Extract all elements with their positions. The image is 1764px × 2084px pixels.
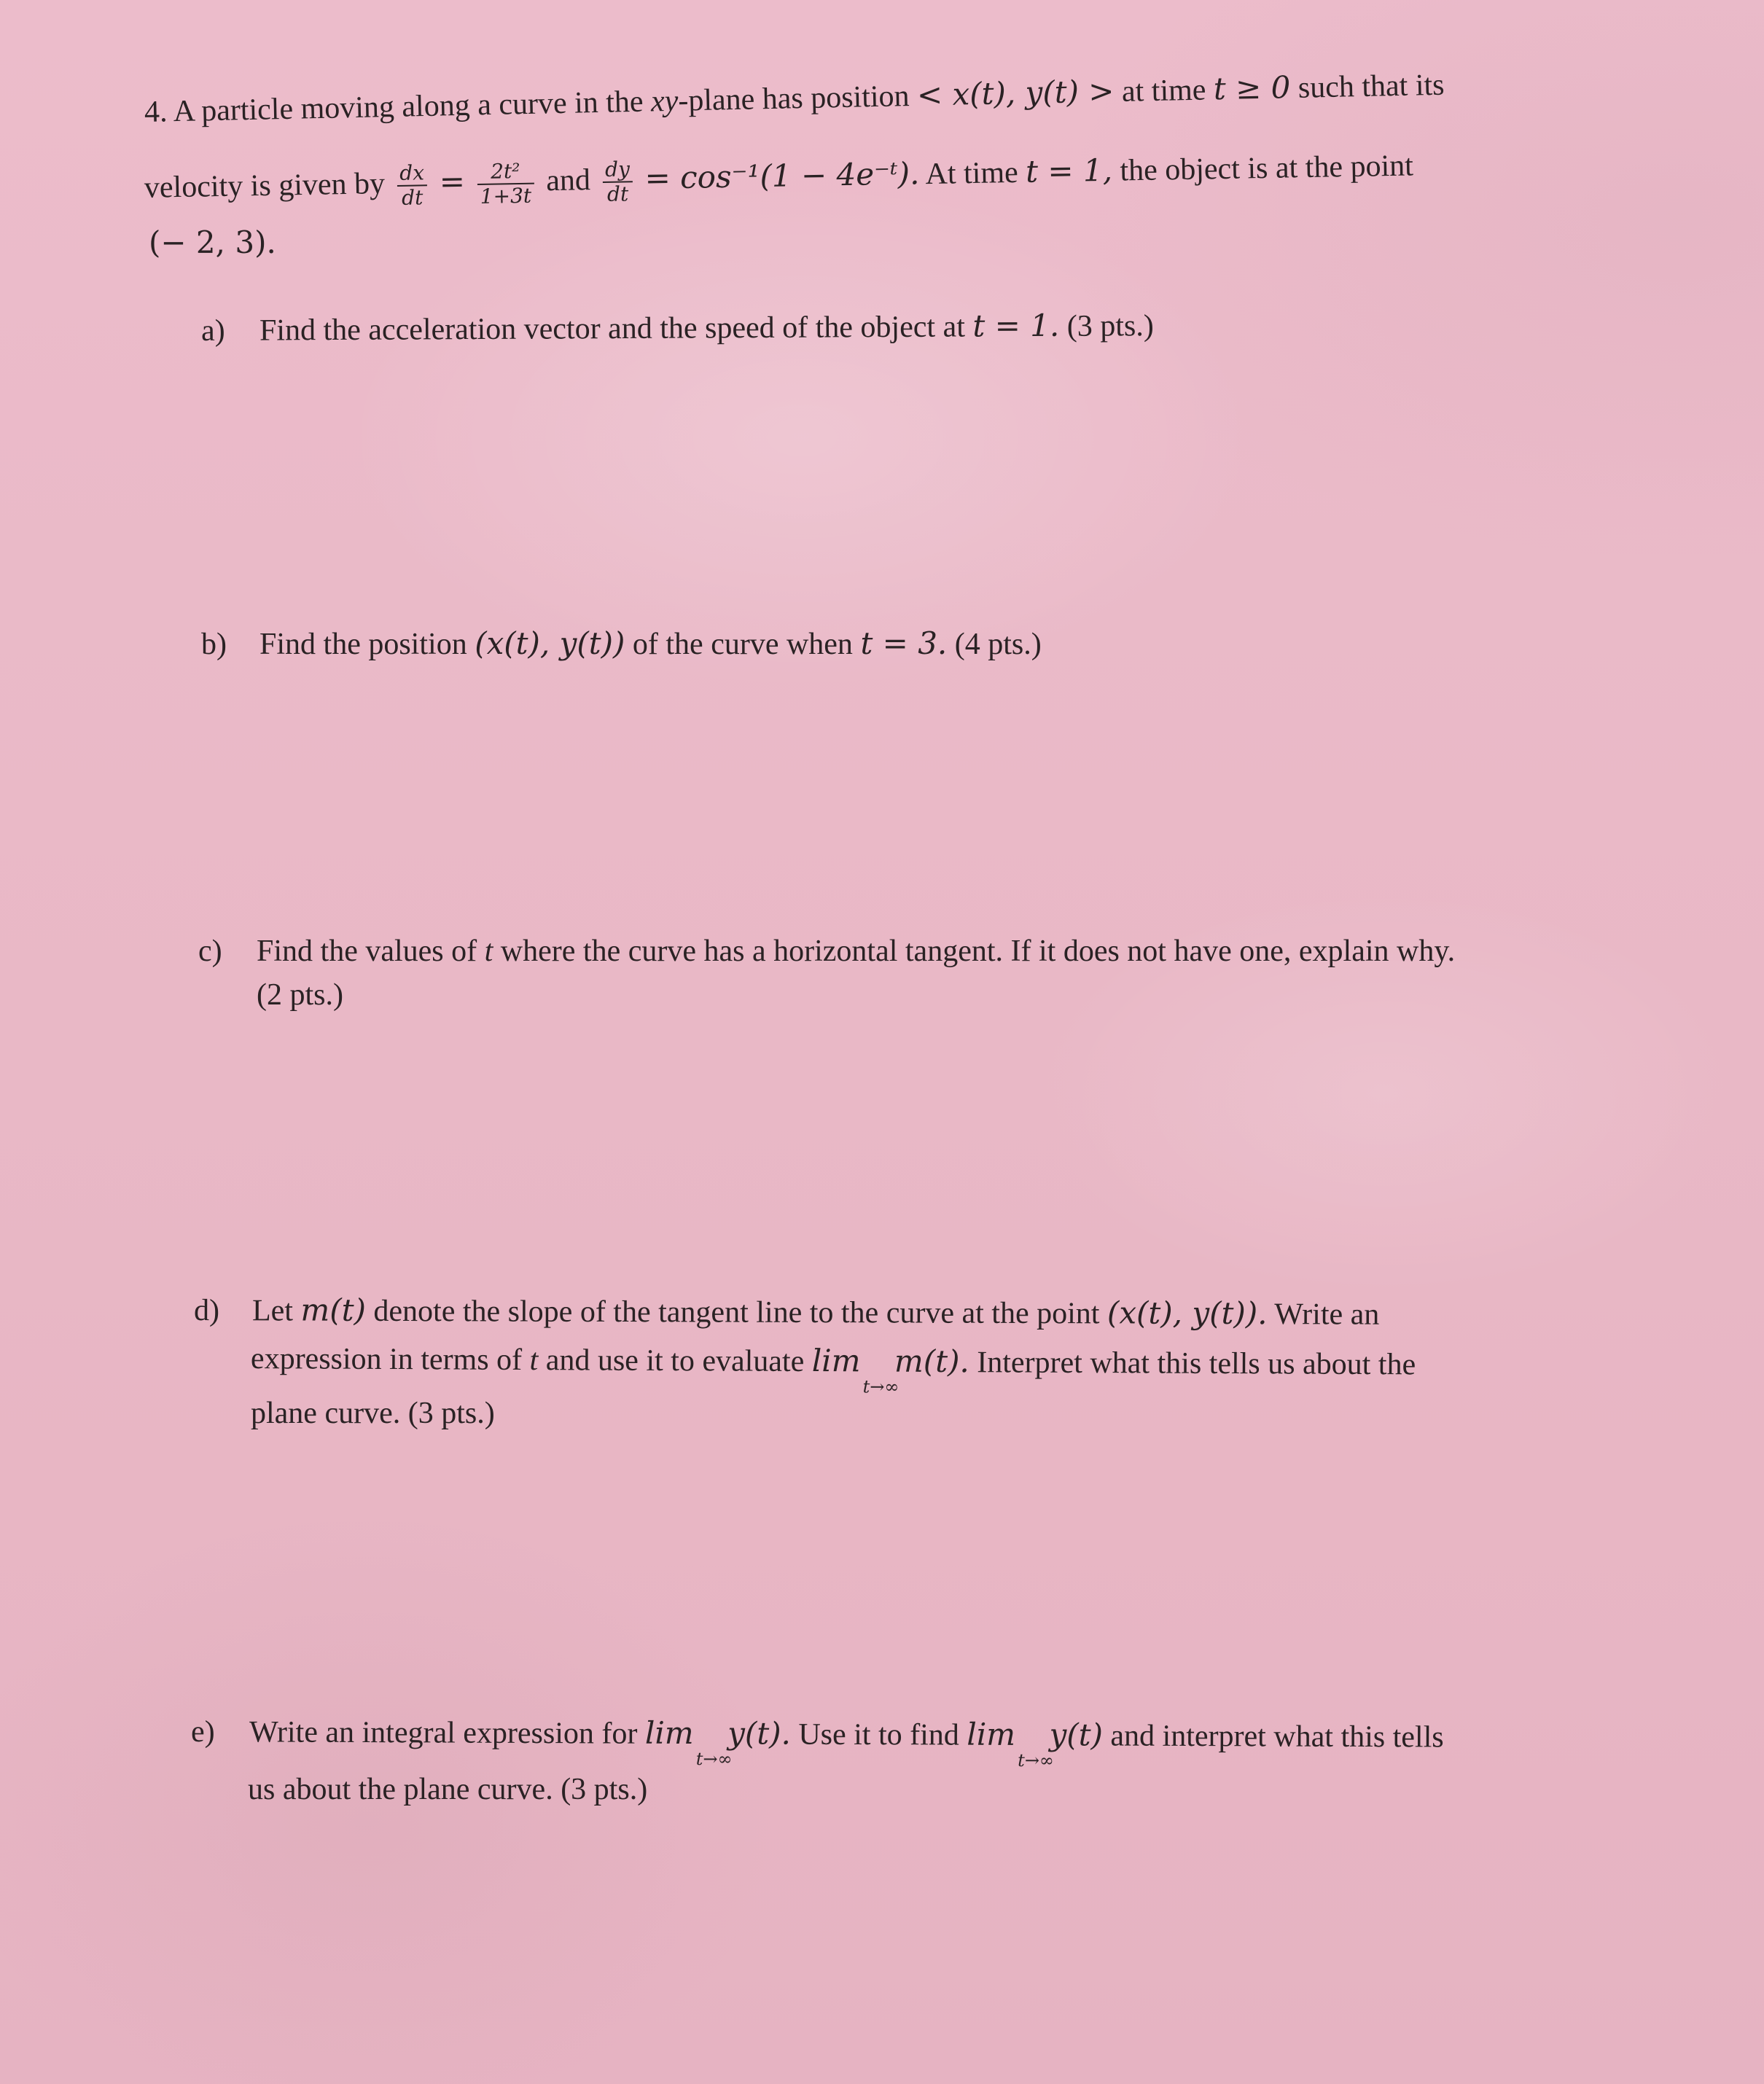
part-e-label: e)	[190, 1715, 215, 1749]
problem-intro-d: such that its	[1297, 68, 1445, 105]
part-c-text-a: Find the values of	[257, 934, 477, 968]
part-d-t: t	[529, 1343, 539, 1378]
rhs-num: 2t²	[477, 160, 534, 186]
part-d-lim: lim	[811, 1343, 861, 1379]
dy-num: dy	[602, 157, 633, 183]
part-d-line3: plane curve. (3 pts.)	[251, 1397, 495, 1430]
problem-line-3	[149, 227, 276, 259]
part-d-line2-b: and use it to evaluate	[545, 1343, 805, 1378]
part-b-text-a: Find the position	[259, 628, 467, 661]
initial-point: (− 2, 3).	[149, 225, 276, 260]
part-b-points: (4 pts.)	[954, 628, 1042, 661]
part-b-text-b: of the curve when	[632, 628, 853, 661]
part-e-lim-1: lim	[644, 1714, 694, 1752]
part-e-lim-2: lim	[967, 1716, 1016, 1752]
part-c-label: c)	[198, 934, 222, 968]
part-b-t3: t = 3.	[860, 625, 948, 661]
part-a	[200, 307, 1154, 348]
part-e-text-c: and interpret what this tells	[1110, 1719, 1444, 1755]
part-d-text-a: Let	[251, 1294, 294, 1328]
part-d-line-2	[250, 1342, 1416, 1397]
part-d-line-3	[251, 1398, 495, 1429]
t-condition: t ≥ 0	[1213, 69, 1291, 107]
position-expr: < x(t), y(t) >	[916, 73, 1115, 113]
problem-intro-a: A particle moving along a curve in the	[173, 85, 644, 129]
part-b-position: (x(t), y(t))	[475, 625, 625, 661]
part-e-text-b: Use it to find	[798, 1717, 959, 1752]
part-a-points: (3 pts.)	[1066, 309, 1154, 343]
rhs-den: 1+3t	[480, 183, 532, 209]
part-d-m: m(t)	[300, 1292, 367, 1328]
part-e-lim-sub-1: t→∞	[695, 1749, 733, 1770]
part-e-lim-sub-2: t→∞	[1018, 1749, 1055, 1771]
part-c-points: (2 pts.)	[257, 978, 343, 1012]
part-b	[201, 625, 1042, 661]
part-c-line-2	[257, 980, 343, 1010]
dx-num: dx	[397, 161, 427, 187]
part-d-lim-arg: m(t).	[894, 1343, 969, 1380]
part-a-math: t = 1.	[972, 307, 1060, 344]
part-a-label: a)	[200, 313, 225, 348]
part-c-line-1	[198, 936, 1455, 967]
rhs-fraction	[477, 160, 534, 209]
problem-number: 4.	[144, 95, 168, 129]
part-e-line2: us about the plane curve. (3 pts.)	[248, 1773, 648, 1806]
dy-rhs: = cos⁻¹(1 − 4e⁻ᵗ).	[644, 155, 920, 196]
part-d-label: d)	[193, 1294, 220, 1328]
part-d-text-b: denote the slope of the tangent line to the curve at the point	[373, 1294, 1100, 1331]
problem-line-2	[144, 144, 1413, 215]
part-d-line2-a: expression in terms of	[250, 1342, 523, 1377]
problem-line2-c: the object is at the point	[1120, 149, 1414, 188]
t-equals-1: t = 1,	[1025, 152, 1113, 190]
part-e-lim-arg-1: y(t).	[727, 1715, 791, 1752]
part-e-line-2	[248, 1774, 647, 1805]
part-d-lim-sub: t→∞	[862, 1376, 899, 1397]
part-d-limit	[811, 1343, 899, 1397]
part-e-lim-arg-2: y(t)	[1049, 1717, 1104, 1753]
part-a-text: Find the acceleration vector and the speed of the object at	[259, 310, 966, 348]
part-c-text-b: where the curve has a horizontal tangent. If it does not have one, explain why.	[500, 934, 1456, 968]
part-d-text-c: Write an	[1274, 1297, 1380, 1332]
problem-line2-a: velocity is given by	[144, 167, 386, 205]
dx-dt-fraction	[397, 161, 428, 210]
problem-intro-c: at time	[1121, 73, 1206, 109]
part-b-label: b)	[201, 628, 227, 661]
problem-line-1	[144, 69, 1445, 128]
xy-label: xy	[650, 84, 679, 119]
part-e-line-1	[190, 1714, 1444, 1771]
problem-intro-b: -plane has position	[677, 79, 910, 118]
equals-sign: =	[439, 163, 466, 200]
part-d-point: (x(t), y(t)).	[1107, 1295, 1268, 1332]
and-word: and	[545, 163, 591, 198]
dy-den: dt	[606, 182, 629, 207]
part-e-limit-2	[967, 1716, 1055, 1771]
dy-dt-fraction	[602, 157, 633, 206]
dx-den: dt	[401, 185, 424, 211]
part-d-line2-c: Interpret what this tells us about the	[977, 1346, 1416, 1382]
part-e-text-a: Write an integral expression for	[249, 1715, 638, 1751]
part-c-t: t	[484, 934, 493, 968]
part-d-line-1	[193, 1292, 1380, 1332]
part-e-limit-1	[644, 1714, 733, 1770]
problem-line2-b: At time	[925, 155, 1019, 192]
